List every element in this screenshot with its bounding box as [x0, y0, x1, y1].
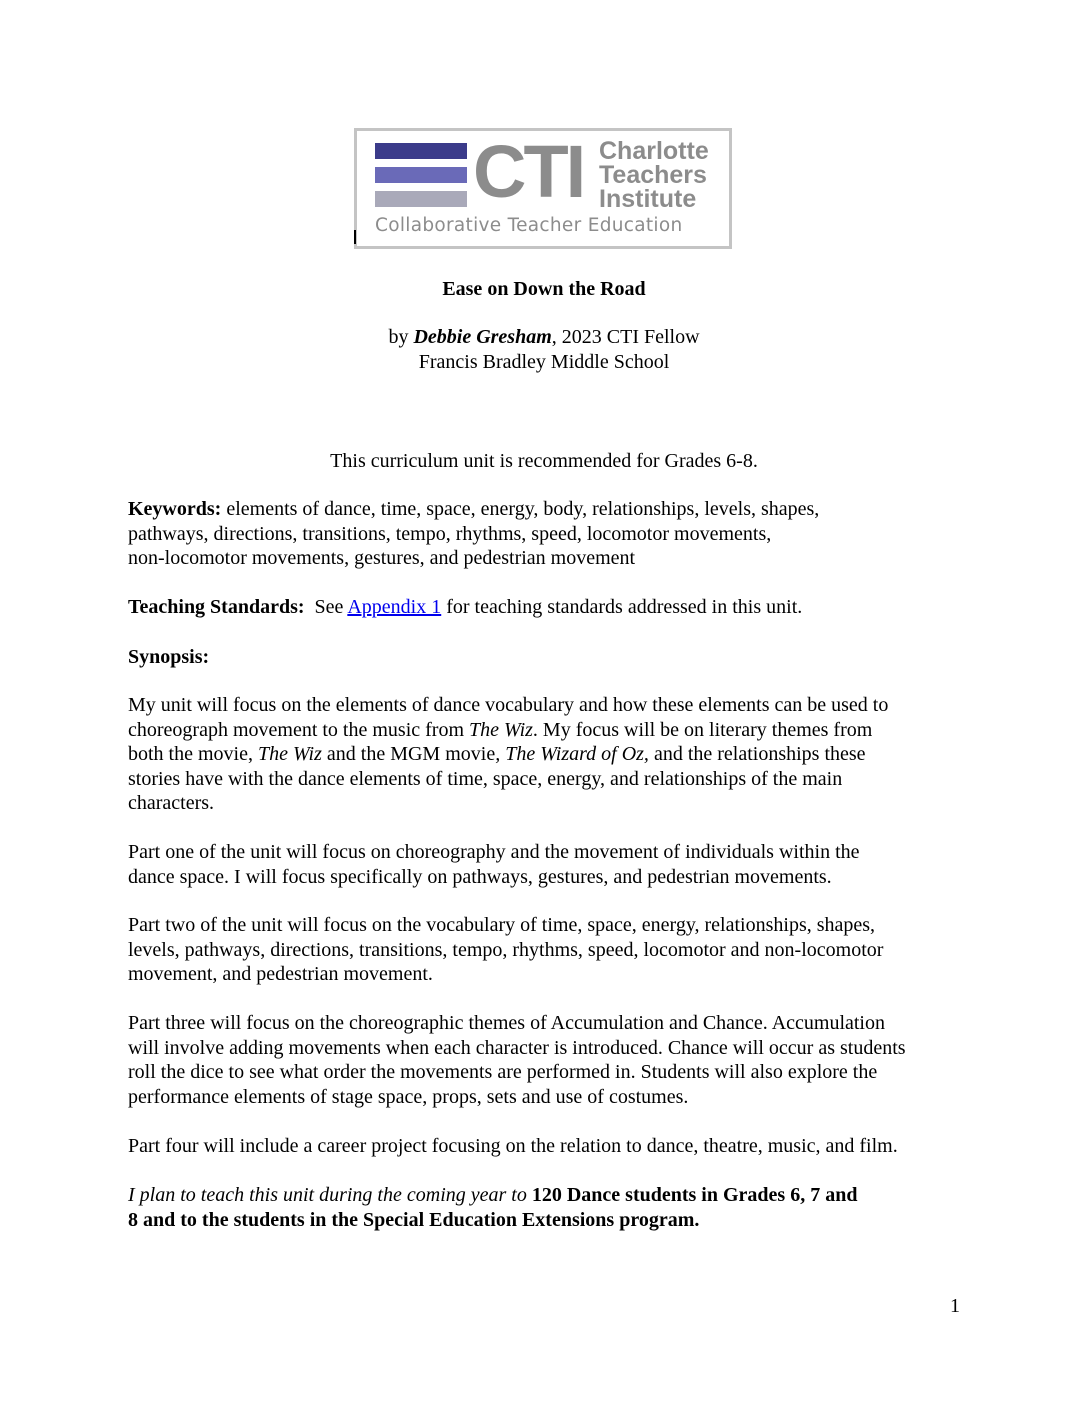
keywords-line: non-locomotor movements, gestures, and pedestrian movement: [128, 547, 636, 569]
byline-prefix: by: [388, 326, 414, 348]
paragraph-line: Part four will include a career project focusing on the relation to dance, theatre, music, and film.: [128, 1135, 898, 1157]
standards-post: for teaching standards addressed in this unit.: [441, 596, 803, 618]
text-run: 120 Dance students in Grades 6, 7 and: [531, 1184, 858, 1206]
standards-section: [128, 595, 968, 620]
keywords-section: [128, 497, 968, 571]
logo-org-line: Charlotte: [599, 137, 709, 165]
paragraph-line: My unit will focus on the elements of dance vocabulary and how these elements can be used to: [128, 694, 889, 716]
paragraph-line: [128, 742, 968, 767]
paragraph-line: [128, 718, 968, 743]
paragraph-line: will involve adding movements when each character is introduced. Chance will occur as students: [128, 1036, 906, 1059]
paragraph-line: levels, pathways, directions, transitions, tempo, rhythms, speed, locomotor and non-locomotor: [128, 938, 884, 961]
paragraph-line: Part one of the unit will focus on choreography and the movement of individuals within the: [128, 841, 860, 863]
text-run: both the movie,: [128, 743, 258, 765]
document-title: Ease on Down the Road: [442, 278, 646, 300]
synopsis-label: Synopsis:: [128, 646, 210, 668]
synopsis-paragraph: [128, 1011, 968, 1109]
paragraph-line: [128, 1183, 968, 1208]
standards-line: [128, 595, 968, 620]
paragraph-line: characters.: [128, 792, 215, 814]
keywords-line: pathways, directions, transitions, tempo, rhythms, speed, locomotor movements,: [128, 522, 772, 545]
logo-bar-icon: [375, 191, 467, 207]
synopsis-paragraph: [128, 840, 968, 889]
synopsis-paragraph: [128, 1134, 968, 1159]
paragraph-line: stories have with the dance elements of time, space, energy, and relationships of the main: [128, 767, 843, 790]
standards-label: Teaching Standards:: [128, 596, 305, 618]
text-run: and the MGM movie: [321, 743, 496, 765]
keywords-label: Keywords:: [128, 498, 222, 520]
film-title: The Wiz: [469, 718, 533, 741]
logo-tagline: Collaborative Teacher Education: [375, 215, 683, 236]
paragraph-line: roll the dice to see what order the movements are performed in. Students will also explore the: [128, 1061, 878, 1083]
standards-pre: See: [304, 596, 348, 618]
text-run: choreograph movement to the music from: [128, 718, 470, 741]
synopsis-paragraph: [128, 913, 968, 987]
teaching-plan-paragraph: [128, 1183, 968, 1232]
grades-note: This curriculum unit is recommended for Grades 6-8.: [330, 450, 758, 472]
logo-org-line: Institute: [599, 185, 697, 213]
film-title: The Wiz: [257, 743, 322, 765]
school-name: Francis Bradley Middle School: [418, 351, 670, 373]
keywords-text: elements of dance, time, space, energy, body, relationships, levels, shapes,: [221, 498, 820, 520]
text-run: and the relationships these: [648, 743, 866, 765]
page-number: 1: [950, 1295, 960, 1317]
logo-bar-icon: [375, 143, 467, 159]
logo-org-line: Teachers: [599, 161, 707, 189]
paragraph-line: performance elements of stage space, props, sets and use of costumes.: [128, 1085, 689, 1108]
paragraph-line: 8 and to the students in the Special Education Extensions program.: [128, 1208, 700, 1231]
cti-logo: [354, 128, 732, 249]
keywords-line: [128, 497, 968, 522]
paragraph-line: Part three will focus on the choreographic themes of Accumulation and Chance. Accumulation: [128, 1012, 885, 1034]
logo-bar-icon: [375, 167, 467, 183]
text-run: I plan to teach this unit during the coming year to: [128, 1184, 532, 1206]
byline-suffix: , 2023 CTI Fellow: [551, 326, 700, 348]
synopsis-paragraph: [128, 693, 968, 816]
film-title: , The Wizard of Oz,: [495, 743, 649, 765]
paragraph-line: movement, and pedestrian movement.: [128, 963, 433, 985]
appendix-link[interactable]: Appendix 1: [347, 596, 442, 618]
text-run: . My focus will be on literary themes from: [532, 718, 873, 741]
logo-org-name: [599, 139, 709, 211]
logo-mark: CTI: [473, 130, 584, 213]
paragraph-line: dance space. I will focus specifically on pathways, gestures, and pedestrian movements.: [128, 865, 832, 888]
paragraph-line: Part two of the unit will focus on the vocabulary of time, space, energy, relationships, shapes,: [128, 914, 876, 936]
byline: [0, 325, 1088, 349]
cursor-mark: [354, 230, 356, 244]
author-name: Debbie Gresham: [413, 326, 552, 348]
